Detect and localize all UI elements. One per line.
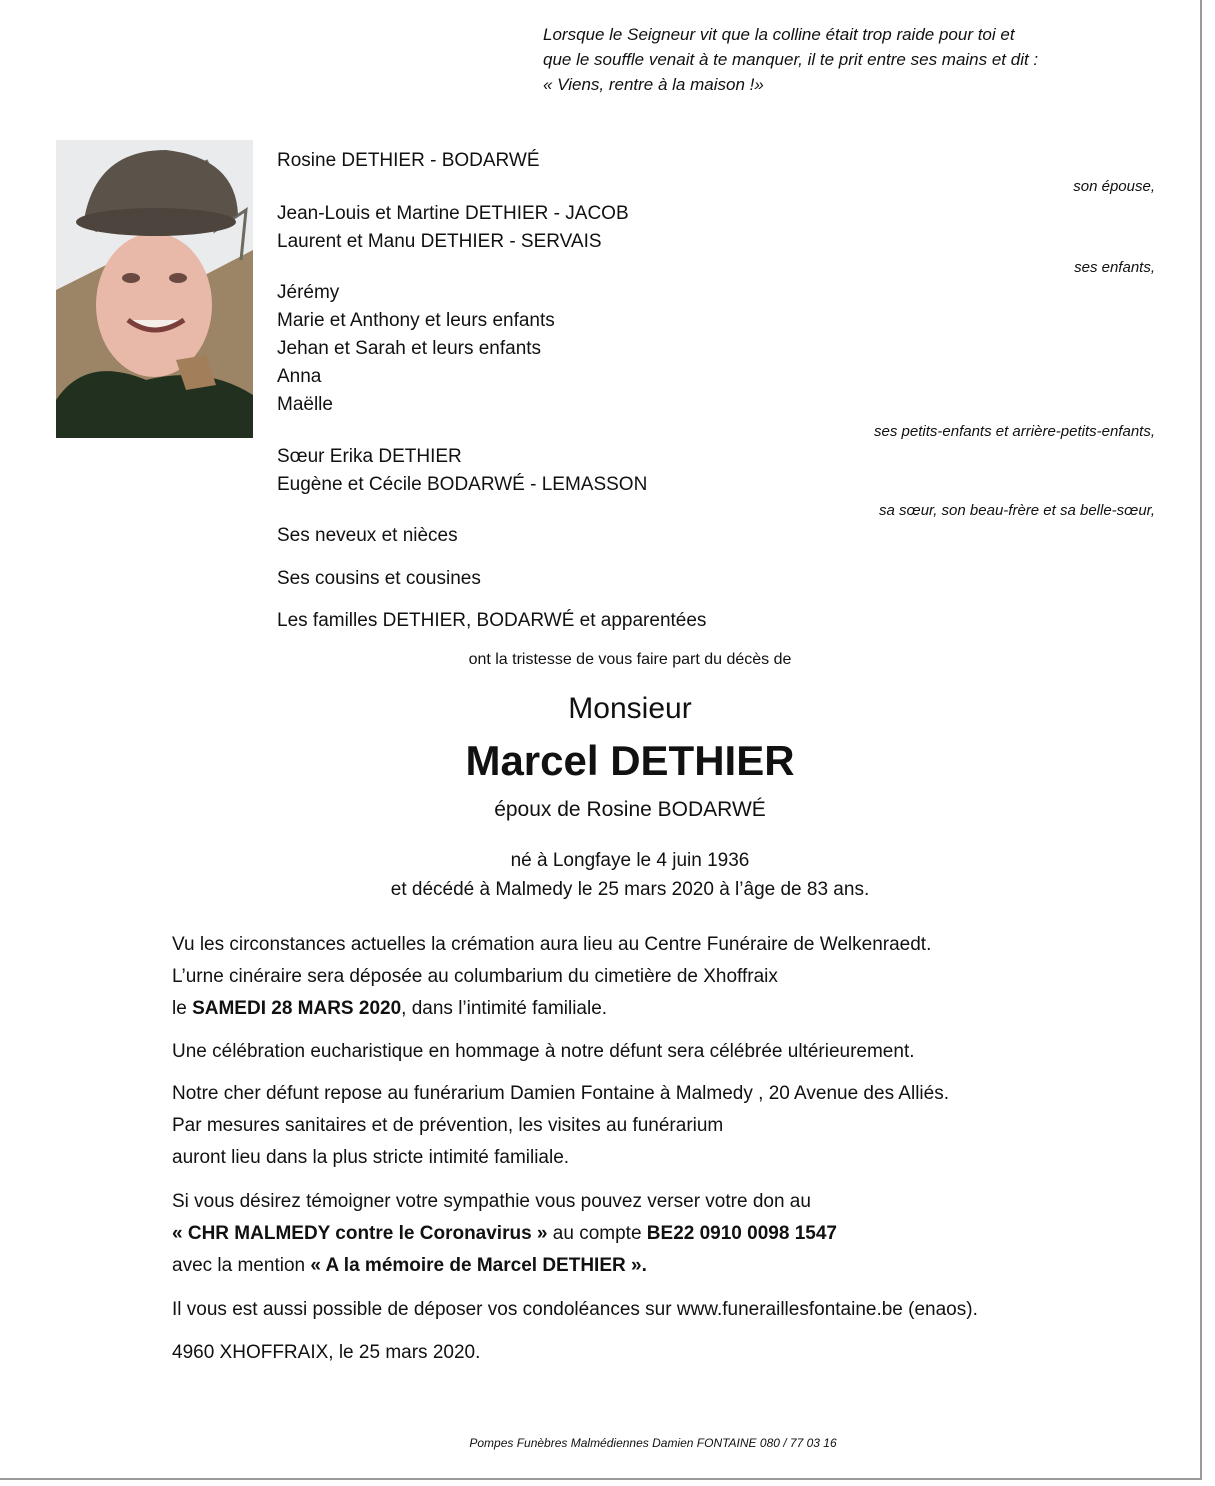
epigraph-line-2: que le souffle venait à te manquer, il te prit entre ses mains et dit : [543, 50, 1039, 69]
epigraph [543, 22, 1038, 97]
honorific: Monsieur [568, 692, 692, 725]
deceased-spouse: époux de Rosine BODARWÉ [494, 798, 766, 821]
deceased-name: Marcel DETHIER [465, 737, 795, 784]
cremation-line-3: le SAMEDI 28 MARS 2020, dans l’intimité familiale. [172, 998, 608, 1019]
donation-line-3: avec la mention « A la mémoire de Marcel DETHIER ». [172, 1255, 647, 1276]
family-grandchild-1: Jérémy [277, 282, 340, 303]
birth-line: né à Longfaye le 4 juin 1936 [510, 850, 750, 871]
family-sibling-2: Eugène et Cécile BODARWÉ - LEMASSON [277, 474, 648, 495]
funeral-home-footer: Pompes Funèbres Malmédiennes Damien FONTAINE 080 / 77 03 16 [469, 1436, 837, 1450]
family-child-1: Jean-Louis et Martine DETHIER - JACOB [277, 203, 629, 224]
relation-siblings: sa sœur, son beau-frère et sa belle-sœur, [879, 502, 1155, 519]
family-siblings [277, 443, 647, 499]
family-child-2: Laurent et Manu DETHIER - SERVAIS [277, 231, 602, 252]
cremation-line-2: L’urne cinéraire sera déposée au columbarium du cimetière de Xhoffraix [172, 966, 778, 987]
paragraph-condolences: Il vous est aussi possible de déposer vos condoléances sur www.funeraillesfontaine.be (enaos). [172, 1299, 978, 1320]
family-grandchild-4: Anna [277, 366, 322, 387]
paragraph-cremation [172, 929, 931, 1025]
family-grandchildren [277, 279, 555, 419]
family-grandchild-2: Marie et Anthony et leurs enfants [277, 310, 555, 331]
relation-spouse: son épouse, [1073, 178, 1155, 195]
family-nephews: Ses neveux et nièces [277, 525, 458, 546]
family-grandchild-3: Jehan et Sarah et leurs enfants [277, 338, 542, 359]
funerarium-line-3: auront lieu dans la plus stricte intimité familiale. [172, 1147, 570, 1168]
family-grandchild-5: Maëlle [277, 394, 333, 415]
birth-death [0, 846, 1215, 904]
family-cousins: Ses cousins et cousines [277, 568, 481, 589]
paragraph-funerarium [172, 1078, 949, 1174]
announcement: ont la tristesse de vous faire part du décès de [468, 651, 792, 668]
family-spouse: Rosine DETHIER - BODARWÉ [277, 150, 540, 171]
donation-line-2: « CHR MALMEDY contre le Coronavirus » au compte BE22 0910 0098 1547 [172, 1223, 837, 1244]
portrait-photo [56, 140, 253, 438]
cremation-line-1: Vu les circonstances actuelles la crémation aura lieu au Centre Funéraire de Welkenraedt. [172, 934, 932, 955]
paragraph-donation [172, 1186, 837, 1282]
place-date: 4960 XHOFFRAIX, le 25 mars 2020. [172, 1342, 481, 1363]
funerarium-line-1: Notre cher défunt repose au funérarium Damien Fontaine à Malmedy , 20 Avenue des Alliés. [172, 1083, 949, 1104]
epigraph-line-1: Lorsque le Seigneur vit que la colline était trop raide pour toi et [543, 25, 1015, 44]
relation-children: ses enfants, [1074, 259, 1155, 276]
relation-grandchildren: ses petits-enfants et arrière-petits-enfants, [874, 423, 1155, 440]
funerarium-line-2: Par mesures sanitaires et de prévention, les visites au funérarium [172, 1115, 724, 1136]
cremation-date: SAMEDI 28 MARS 2020 [192, 998, 402, 1019]
epigraph-line-3: « Viens, rentre à la maison !» [543, 75, 764, 94]
bank-account: BE22 0910 0098 1547 [646, 1223, 837, 1244]
family-families: Les familles DETHIER, BODARWÉ et apparentées [277, 610, 707, 631]
paragraph-celebration: Une célébration eucharistique en hommage à notre défunt sera célébrée ultérieurement. [172, 1041, 915, 1062]
donation-line-1: Si vous désirez témoigner votre sympathie vous pouvez verser votre don au [172, 1191, 811, 1212]
family-sibling-1: Sœur Erika DETHIER [277, 446, 462, 467]
family-children [277, 200, 629, 256]
death-line: et décédé à Malmedy le 25 mars 2020 à l’âge de 83 ans. [390, 879, 870, 900]
